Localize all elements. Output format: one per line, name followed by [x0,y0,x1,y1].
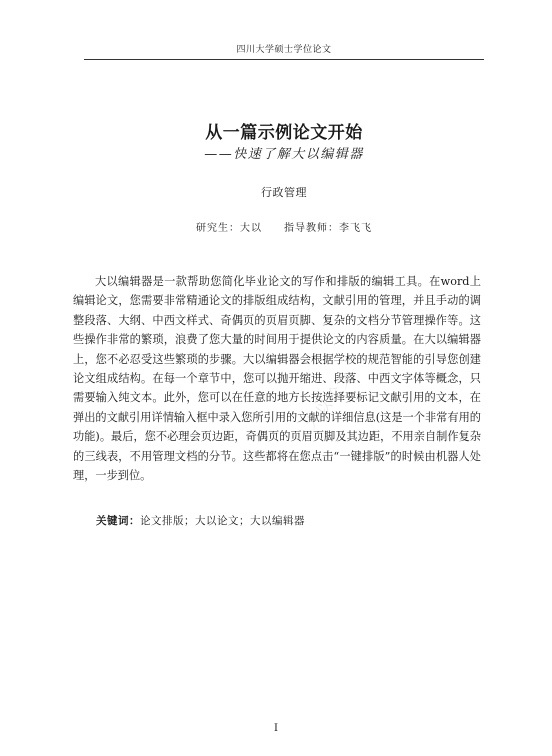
keywords-line [96,513,476,528]
running-header: 四川大学硕士学位论文 [236,45,332,55]
keywords-value: 论文排版；大以论文；大以编辑器 [140,515,305,527]
student-name: 大以 [240,223,262,234]
student-label: 研究生： [196,223,240,234]
advisor-label: 指导教师： [284,223,339,234]
abstract-body: 大以编辑器是一款帮助您简化毕业论文的写作和排版的编辑工具。在word上编辑论文，您需要非常精通论文的排版组成结构，文献引用的管理，并且手动的调整段落、大纲、中西文样式、奇偶页的页眉页脚、复杂的文档分节管理操作等。这些操作非常的繁琐，浪费了您大量的时间用于提供论文的内容质量。在大以编辑器上，您不必忍受这些繁琐的步骤。大以编辑器会根据学校的规范智能的引导您创建论文组成结构。在每一个章节中，您可以抛开缩进、段落、中西文字体等概念，只需要输入纯文本。此外，您可以在任意的地方长按选择要标记文献引用的文本，在弹出的文献引用详情输入框中录入您所引用的文献的详细信息(这是一个非常有用的功能)。最后，您不必理会页边距，奇偶页的页眉页脚及其边距，不用亲自制作复杂的三线表，不用管理文档的分节。这些都将在您点击“一键排版”的时候由机器人处理，一步到位。 [73,275,481,483]
paper-title: 从一篇示例论文开始 [205,123,363,143]
paper-subtitle: ——快速了解大以编辑器 [204,147,364,162]
watermark: 大以论文 [301,367,358,433]
header-rule [84,59,484,60]
department: 行政管理 [261,186,307,199]
page-number: I [274,723,278,734]
keywords-label: 关键词： [96,515,140,527]
advisor-name: 李飞飞 [339,223,372,234]
author-line [84,219,484,234]
